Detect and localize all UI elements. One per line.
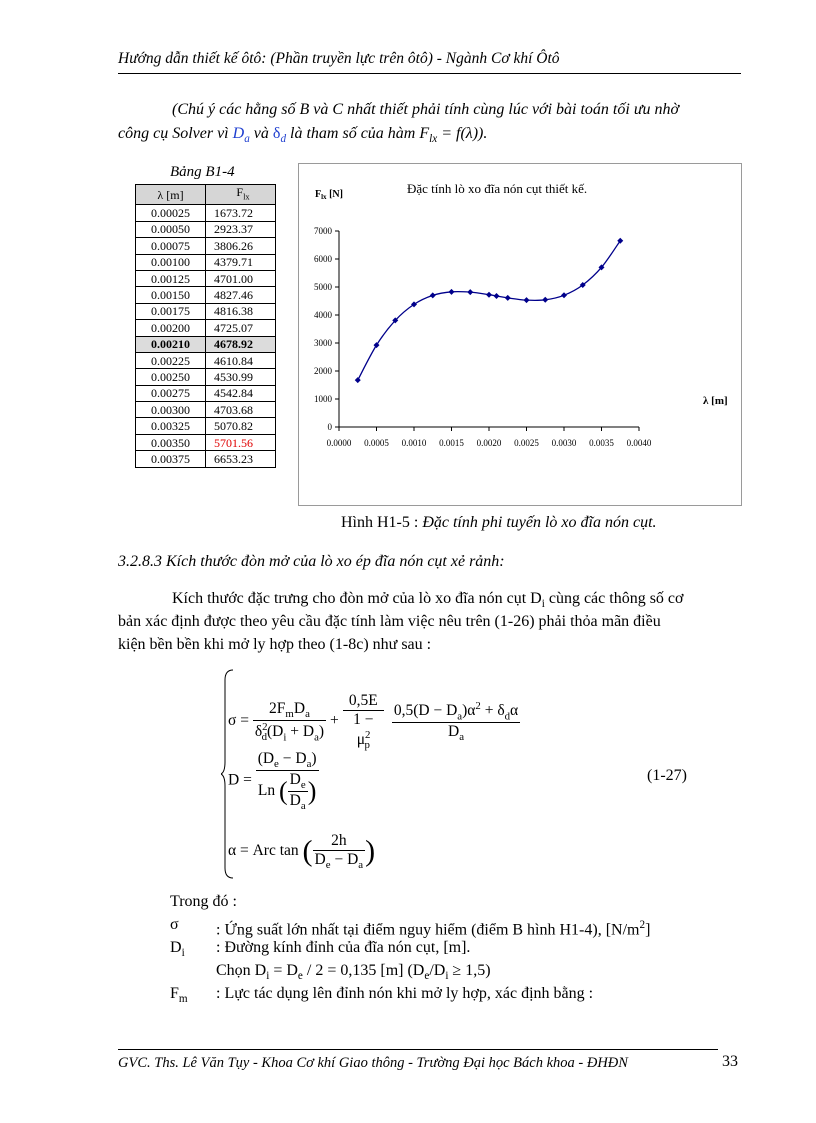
table-row [136, 221, 276, 237]
definitions-intro: Trong đó : [170, 893, 237, 910]
table-row [136, 270, 276, 286]
data-point [430, 292, 436, 298]
force-cell: 4379.71 [206, 254, 276, 270]
figure-caption: Hình H1-5 : Đặc tính phi tuyến lò xo đĩa nón cụt. [341, 514, 657, 531]
header-rule [118, 73, 741, 74]
force-cell: 6653.23 [206, 451, 276, 467]
y-axis-label: $F_{lx}$ [N] [315, 189, 343, 201]
y-tick-label: 1000 [314, 394, 332, 404]
data-point [494, 293, 500, 299]
lambda-cell: 0.00300 [136, 402, 206, 418]
force-cell: 4827.46 [206, 287, 276, 303]
x-tick-label: 0.0035 [589, 438, 614, 448]
force-cell: 4703.68 [206, 402, 276, 418]
sigma-equation: σ = $\frac{2F_mD_a}{\delta^2_d(D_i + D_a)}$ + $\frac{0,5E}{1 - \mu^2_p}$ $\frac{0,5(D - D_a)\alpha^2 + \delta_d\alpha}{D_a}$ [228, 692, 519, 752]
force-cell: 5701.56 [206, 434, 276, 450]
lambda-cell: 0.00225 [136, 352, 206, 368]
force-cell: 1673.72 [206, 205, 276, 221]
paragraph-line-3: kiện bền bền khi mở ly hợp theo (1-8c) như sau : [118, 636, 432, 653]
table-row [136, 336, 276, 352]
lambda-cell: 0.00050 [136, 221, 206, 237]
y-tick-label: 5000 [314, 282, 332, 292]
y-tick-label: 2000 [314, 366, 332, 376]
page-number: 33 [722, 1053, 738, 1070]
table-header-row [136, 185, 276, 205]
x-tick-label: 0.0005 [364, 438, 389, 448]
force-cell: 4530.99 [206, 369, 276, 385]
table-row [136, 402, 276, 418]
force-cell: 3806.26 [206, 238, 276, 254]
table-row [136, 352, 276, 368]
table-row [136, 254, 276, 270]
x-tick-label: 0.0000 [326, 438, 352, 448]
force-cell: 4816.38 [206, 303, 276, 319]
col-lambda-header: λ [m] [136, 185, 206, 205]
def-Di-text: : Đường kính đỉnh của đĩa nón cụt, [m]. [216, 939, 471, 956]
x-axis-label: λ [m] [703, 395, 728, 407]
force-cell: 5070.82 [206, 418, 276, 434]
lambda-cell: 0.00150 [136, 287, 206, 303]
footer-rule [118, 1049, 718, 1050]
y-tick-label: 7000 [314, 226, 332, 236]
x-tick-label: 0.0030 [551, 438, 577, 448]
lambda-cell: 0.00125 [136, 270, 206, 286]
def-Di-symbol: $D_i$ [170, 939, 185, 960]
sigma-fraction-3: $\frac{0,5(D - D_a)\alpha^2 + \delta_d\alpha}{D_a}$ [393, 699, 519, 744]
paragraph-line-2: bản xác định được theo yêu cầu đặc tính làm việc nêu trên (1-26) phải thỏa mãn điều [118, 613, 661, 630]
table-caption: Bảng B1-4 [170, 164, 235, 180]
data-point [486, 292, 492, 298]
def-Fm-text: : Lực tác dụng lên đỉnh nón khi mở ly hợp, xác định bằng : [216, 985, 594, 1002]
page-footer: GVC. Ths. Lê Văn Tụy - Khoa Cơ khí Giao thông - Trường Đại học Bách khoa - ĐHĐN [118, 1055, 628, 1071]
col-force-header: $F_{lx}$ [206, 185, 276, 205]
table-row [136, 205, 276, 221]
table-row [136, 385, 276, 401]
data-point [561, 292, 567, 298]
sigma-fraction-1: $\frac{2F_mD_a}{\delta^2_d(D_i + D_a)}$ [254, 699, 325, 744]
table-row [136, 287, 276, 303]
lambda-cell: 0.00100 [136, 254, 206, 270]
x-tick-label: 0.0020 [476, 438, 502, 448]
y-tick-label: 3000 [314, 338, 332, 348]
table-row [136, 320, 276, 336]
y-tick-label: 0 [327, 422, 332, 432]
table-row [136, 451, 276, 467]
section-title: 3.2.8.3 Kích thước đòn mở của lò xo ép đĩa nón cụt xẻ rảnh: [118, 553, 505, 570]
x-tick-label: 0.0015 [439, 438, 464, 448]
table-row [136, 303, 276, 319]
chart-frame [298, 163, 742, 506]
def-Fm-symbol: $F_m$ [170, 985, 188, 1006]
data-point [449, 289, 455, 295]
force-cell: 4678.92 [206, 336, 276, 352]
lambda-cell: 0.00200 [136, 320, 206, 336]
lambda-cell: 0.00250 [136, 369, 206, 385]
D-fraction: $(D_e - D_a)$ Ln ( $\frac{D_e}{D_a}$ ) [257, 750, 317, 813]
def-sigma-text: : Ứng suất lớn nhất tại điểm nguy hiểm (điểm B hình H1-4), $[N/m^2]$ [216, 919, 651, 939]
table-row [136, 369, 276, 385]
series-line [358, 241, 621, 380]
x-tick-label: 0.0040 [626, 438, 652, 448]
data-table [135, 184, 276, 468]
x-tick-label: 0.0025 [514, 438, 539, 448]
D-equation: D = $(D_e - D_a)$ Ln ( $\frac{D_e}{D_a}$ ) [228, 750, 317, 813]
y-tick-label: 4000 [314, 310, 332, 320]
data-point [467, 289, 473, 295]
table-row [136, 238, 276, 254]
def-sigma-symbol: σ [170, 916, 179, 933]
lambda-cell: 0.00275 [136, 385, 206, 401]
def-Di-choice: Chọn $D_i = D_e / 2 = 0,135$ [m] $(D_e/D_i \ge 1,5)$ [216, 962, 491, 983]
note-line-2: công cụ Solver vì $D_a$ và $\delta_d$ là tham số của hàm $F_{lx} = f(\lambda)$). [118, 125, 488, 146]
lambda-cell: 0.00325 [136, 418, 206, 434]
alpha-equation: α = Arc tan ( $\frac{2h}{D_e - D_a}$ ) [228, 832, 376, 872]
lambda-cell: 0.00075 [136, 238, 206, 254]
characteristic-chart [299, 164, 741, 505]
page-header: Hướng dẫn thiết kế ôtô: (Phần truyền lực trên ôtô) - Ngành Cơ khí Ôtô [118, 50, 560, 67]
Ln-fraction: $\frac{D_e}{D_a}$ [289, 771, 306, 813]
table-row [136, 434, 276, 450]
paragraph-line-1: Kích thước đặc trưng cho đòn mở của lò xo đĩa nón cụt $D_i$ cùng các thông số cơ [172, 590, 684, 611]
table-row [136, 418, 276, 434]
lambda-cell: 0.00025 [136, 205, 206, 221]
data-point [524, 297, 530, 303]
force-cell: 4542.84 [206, 385, 276, 401]
lambda-cell: 0.00175 [136, 303, 206, 319]
lambda-cell: 0.00375 [136, 451, 206, 467]
chart-title: Đặc tính lò xo đĩa nón cụt thiết kế. [407, 181, 588, 196]
data-point [505, 295, 511, 301]
note-line-1: (Chú ý các hằng số B và C nhất thiết phải tính cùng lúc với bài toán tối ưu nhờ [172, 101, 680, 118]
force-cell: 4701.00 [206, 270, 276, 286]
sigma-fraction-2: $\frac{0,5E}{1 - \mu^2_p}$ [343, 692, 384, 751]
force-cell: 4610.84 [206, 352, 276, 368]
data-point [355, 377, 361, 383]
lambda-cell: 0.00210 [136, 336, 206, 352]
x-tick-label: 0.0010 [401, 438, 427, 448]
data-point [542, 297, 548, 303]
lambda-cell: 0.00350 [136, 434, 206, 450]
alpha-fraction: $\frac{2h}{D_e - D_a}$ [314, 832, 364, 872]
equation-number: (1-27) [647, 767, 687, 784]
force-cell: 2923.37 [206, 221, 276, 237]
force-cell: 4725.07 [206, 320, 276, 336]
y-tick-label: 6000 [314, 254, 332, 264]
